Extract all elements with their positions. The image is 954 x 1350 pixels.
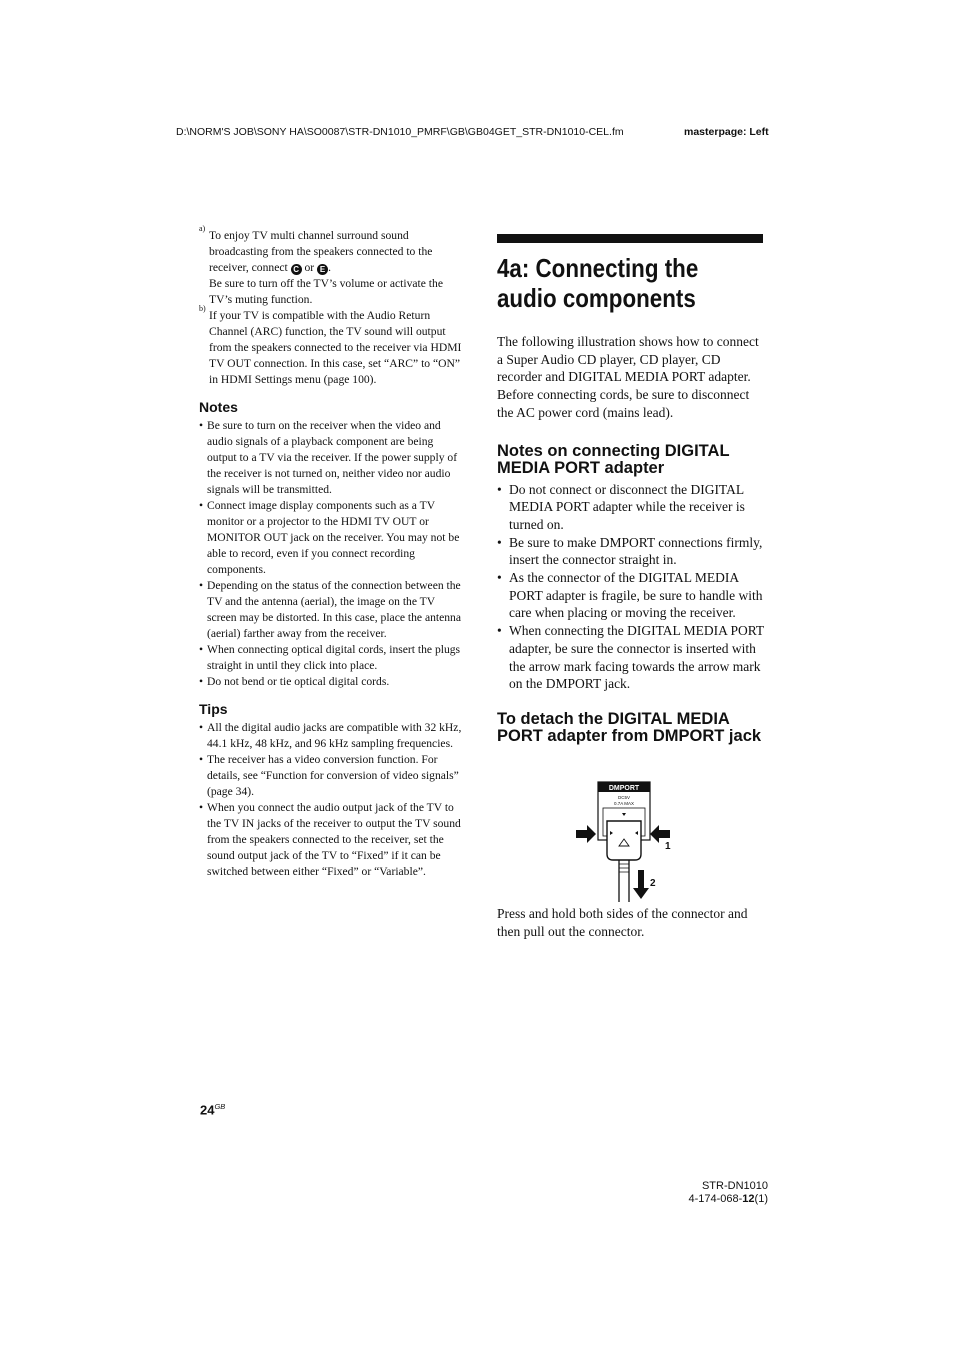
model-number: STR-DN1010 — [701, 1180, 768, 1192]
page-title: 4a: Connecting the audio components — [497, 253, 699, 313]
connector-plug — [607, 821, 641, 860]
footnote-text: To enjoy TV multi channel surround sound broadcasting from the speakers connected to the receiver, connect — [209, 229, 433, 274]
list-item: • Be sure to make DMPORT connections firmly, insert the connector straight in. — [497, 534, 767, 569]
document-code — [640, 1193, 768, 1206]
footnote-text: or — [301, 261, 318, 274]
pull-arrow-down-icon — [633, 870, 649, 899]
section-heading: To detach the DIGITAL MEDIA PORT adapter from DMPORT jack — [497, 709, 762, 746]
title-bar — [497, 234, 763, 243]
press-arrow-left-icon — [576, 825, 596, 843]
step-2-label: 2 — [650, 878, 656, 889]
dmport-detach-diagram — [574, 778, 678, 904]
circle-letter-icon: E — [317, 264, 328, 275]
list-item: • As the connector of the DIGITAL MEDIA PORT adapter is fragile, be sure to handle with care when placing or moving the receiver. — [497, 569, 767, 622]
cable-strain-relief — [619, 864, 629, 872]
section-heading: Notes on connecting DIGITAL MEDIA PORT adapter — [497, 441, 730, 478]
footnote-a — [199, 224, 465, 308]
footnote-b — [199, 304, 465, 388]
jack-label: DMPORT — [608, 785, 640, 792]
footnote-text: . — [328, 261, 331, 274]
page-header — [176, 126, 769, 138]
list-item: • Do not connect or disconnect the DIGITAL MEDIA PORT adapter while the receiver is turned on. — [497, 481, 767, 534]
footnote-mark: b) — [199, 304, 206, 313]
rating-line-2: 0.7A MAX — [613, 801, 635, 806]
list-item: • Be sure to turn on the receiver when the video and audio signals of a playback component are being output to a TV via the receiver. If the power supply of the receiver is not turned on, neither video nor audio signals will be transmitted. — [199, 418, 465, 498]
step-1-label: 1 — [665, 841, 671, 852]
intro-paragraph: The following illustration shows how to connect a Super Audio CD player, CD player, CD recorder and DIGITAL MEDIA PORT adapter. Before connecting cords, be sure to disconnect the AC power cord (mains lead). — [497, 334, 759, 420]
page-number-value: 24 — [200, 1102, 215, 1118]
right-column — [497, 234, 767, 746]
footnote-mark: a) — [199, 224, 206, 233]
list-item: • The receiver has a video conversion function. For details, see “Function for conversion of video signals” (page 34). — [199, 752, 465, 800]
tips-heading: Tips — [199, 701, 228, 717]
page-number-suffix: GB — [214, 1102, 226, 1111]
tips-list — [199, 720, 465, 880]
code-prefix: 4-174-068- — [688, 1193, 743, 1205]
footnote-text: Be sure to turn off the TV’s volume or activate the TV’s muting function. — [209, 277, 443, 306]
rating-line-1: DC5V — [617, 795, 631, 800]
list-item: • When connecting the DIGITAL MEDIA PORT adapter, be sure the connector is inserted with the arrow mark facing towards the arrow mark on the DMPORT jack. — [497, 622, 767, 693]
notes-list — [199, 418, 465, 690]
connector-cable — [619, 860, 629, 902]
dmport-notes-list — [497, 481, 767, 693]
list-item: • When you connect the audio output jack of the TV to the TV IN jacks of the receiver to output the TV sound from the speakers connected to the receiver, set the sound output jack of the TV to “Fixed” if it can be switched between either “Fixed” or “Variable”. — [199, 800, 465, 880]
list-item: • When connecting optical digital cords, insert the plugs straight in until they click into place. — [199, 642, 465, 674]
code-suffix: (1) — [754, 1193, 768, 1205]
page-footer — [640, 1180, 768, 1206]
detach-instructions: Press and hold both sides of the connector and then pull out the connector. — [497, 906, 748, 939]
code-bold: 12 — [742, 1193, 755, 1205]
circle-letter-icon: C — [291, 264, 302, 275]
page-number — [200, 1102, 225, 1117]
footnote-text: If your TV is compatible with the Audio Return Channel (ARC) function, the TV sound will output from the speakers connected to the receiver via HDMI TV OUT connection. In this case, set “ARC” to “ON” in HDMI Settings menu (page 100). — [209, 309, 462, 386]
left-column — [199, 224, 465, 880]
list-item: • Connect image display components such as a TV monitor or a projector to the HDMI TV OUT or MONITOR OUT jack on the receiver. You may not be able to record, even if you connect recording components. — [199, 498, 465, 578]
list-item: • All the digital audio jacks are compatible with 32 kHz, 44.1 kHz, 48 kHz, and 96 kHz sampling frequencies. — [199, 720, 465, 752]
list-item: • Do not bend or tie optical digital cords. — [199, 674, 465, 690]
notes-heading: Notes — [199, 399, 238, 415]
list-item: • Depending on the status of the connection between the TV and the antenna (aerial), the image on the TV screen may be distorted. In this case, place the antenna (aerial) farther away from the receiver. — [199, 578, 465, 642]
file-path: D:\NORM'S JOB\SONY HA\SO0087\STR-DN1010_PMRF\GB\GB04GET_STR-DN1010-CEL.fm — [176, 126, 624, 138]
masterpage-label: masterpage: Left — [684, 126, 769, 138]
